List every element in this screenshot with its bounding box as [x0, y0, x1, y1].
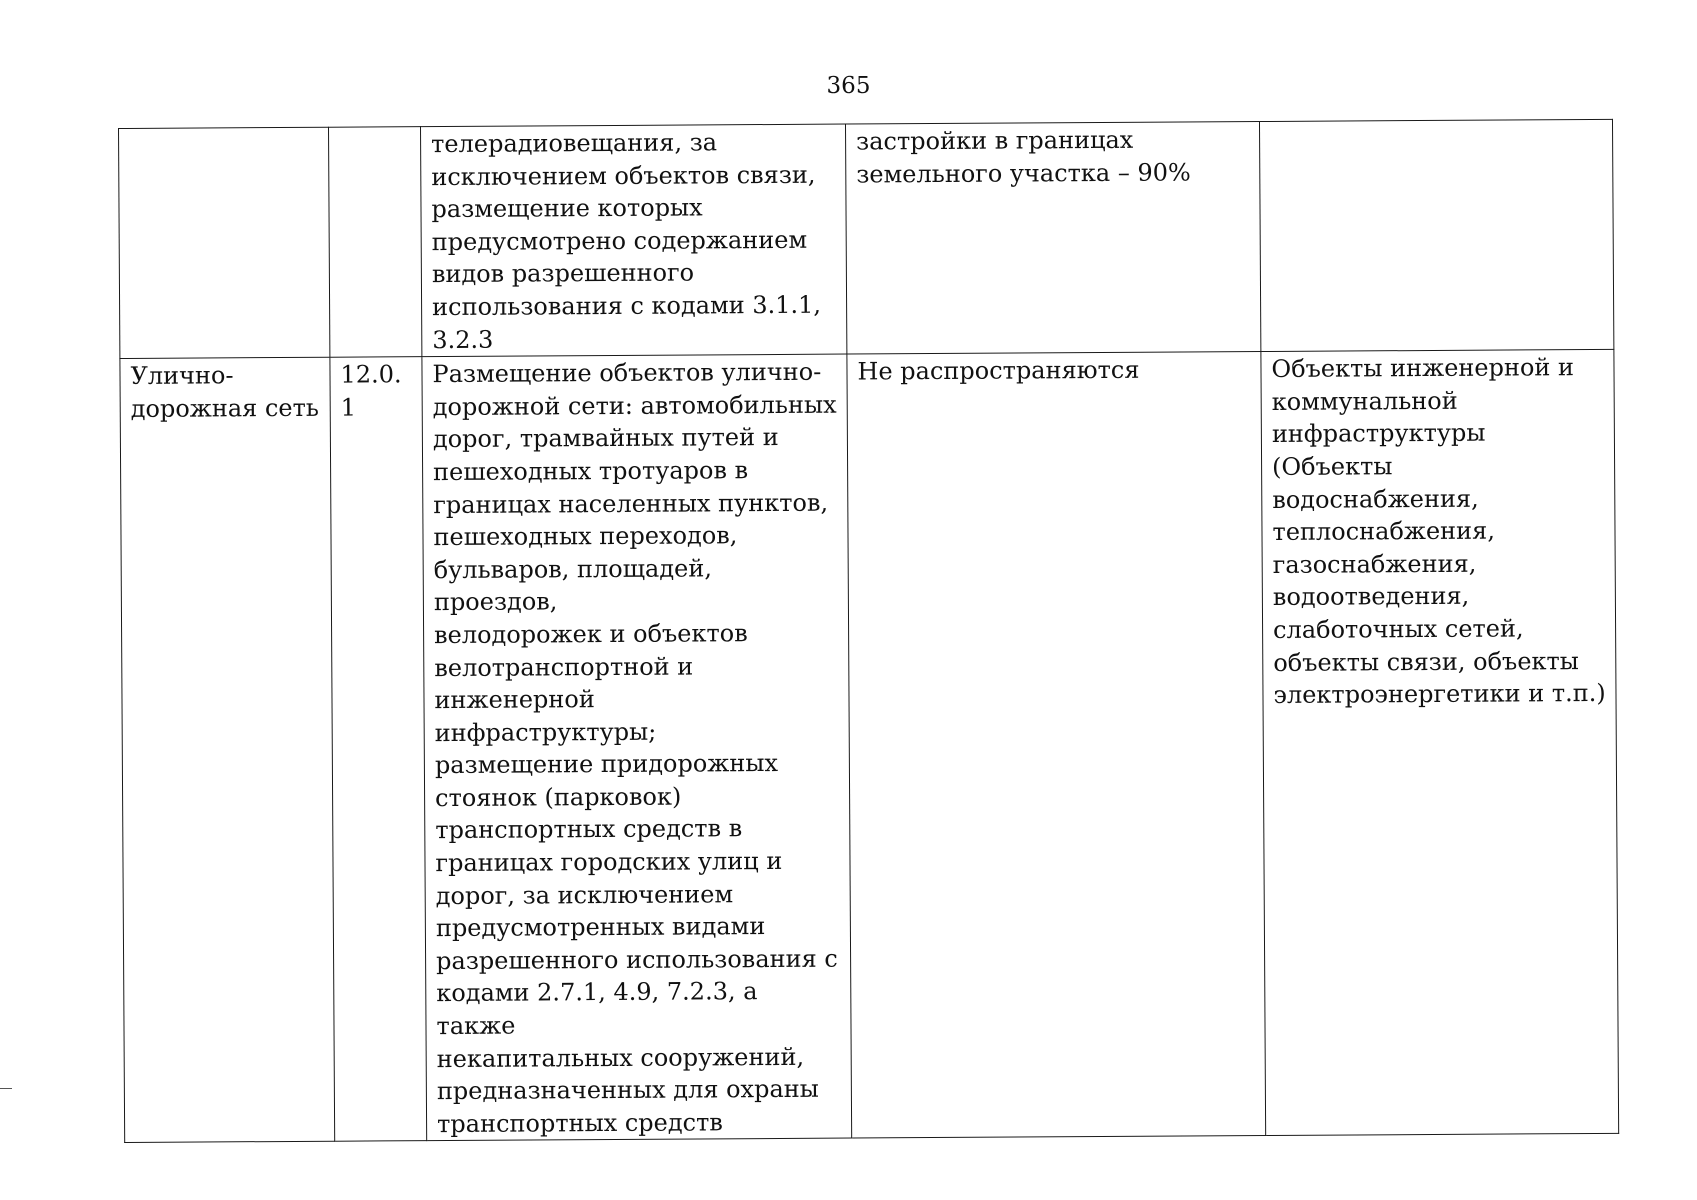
zoning-table	[118, 119, 1619, 1144]
cell-use-name: Улично- дорожная сеть	[120, 357, 335, 1143]
cell-description: Размещение объектов улично- дорожной сети: автомобильных дорог, трамвайных путей и пешеходных тротуаров в границах населенных пунктов, пешеходных переходов, бульваров, площадей, проездов, велодорожек и объектов велотранспортной и инженерной инфраструктуры; размещение придорожных стоянок (парковок) транспортных средств в границах городских улиц и дорог, за исключением предусмотренных видами разрешенного использования с кодами 2.7.1, 4.9, 7.2.3, а также некапитальных сооружений, предназначенных для охраны транспортных средств	[422, 354, 852, 1141]
cell-code	[328, 127, 421, 358]
table-row	[119, 119, 1614, 358]
cell-code: 12.0. 1	[330, 357, 427, 1142]
cell-parameters: Не распространяются	[847, 352, 1266, 1139]
cell-use-name	[119, 127, 330, 358]
table-row	[120, 350, 1619, 1143]
cell-parameters: застройки в границах земельного участка – 90%	[845, 122, 1260, 355]
cell-auxiliary-uses	[1259, 119, 1613, 351]
page-number: 365	[826, 73, 871, 99]
cell-description: телерадиовещания, за исключением объектов связи, размещение которых предусмотрено содержанием видов разрешенного использования с кодами 3.1.1, 3.2.3	[420, 124, 846, 357]
scan-mark	[0, 1088, 12, 1089]
cell-auxiliary-uses: Объекты инженерной и коммунальной инфраструктуры (Объекты водоснабжения, теплоснабжения, газоснабжения, водоотведения, слаботочных сетей, объекты связи, объекты электроэнергетики и т.п.)	[1261, 350, 1619, 1136]
